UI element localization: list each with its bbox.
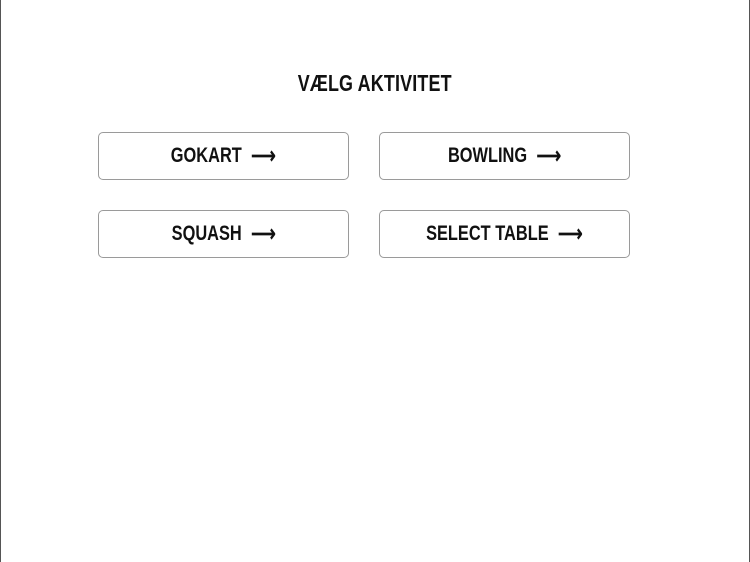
bowling-button[interactable]	[379, 132, 630, 180]
arrow-right-icon: ⟶	[536, 143, 562, 168]
button-label: SQUASH	[171, 222, 242, 245]
button-label: BOWLING	[447, 144, 528, 167]
arrow-right-icon: ⟶	[250, 221, 276, 246]
button-label: GOKART	[171, 144, 242, 167]
page-title: VÆLG AKTIVITET	[297, 70, 452, 96]
squash-button[interactable]	[98, 210, 349, 258]
select-table-button[interactable]	[379, 210, 630, 258]
button-label: SELECT TABLE	[426, 222, 549, 245]
gokart-button[interactable]	[98, 132, 349, 180]
arrow-right-icon: ⟶	[251, 143, 276, 168]
arrow-right-icon: ⟶	[558, 221, 583, 246]
